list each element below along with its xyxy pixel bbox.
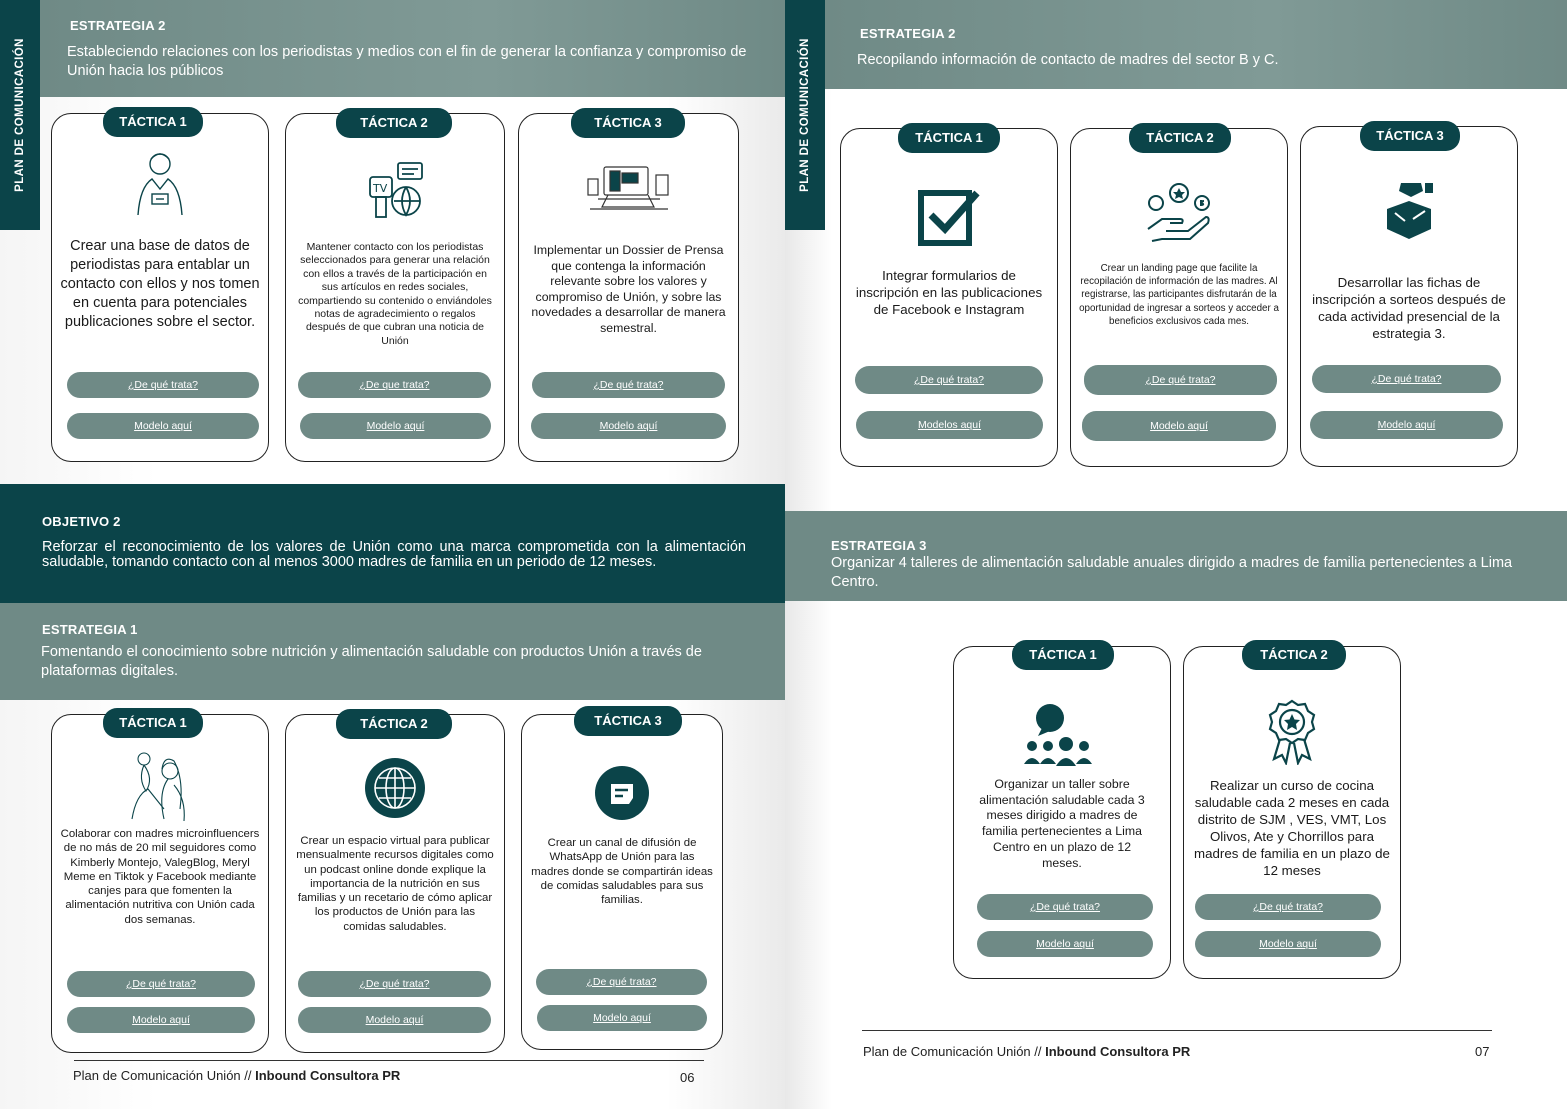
checkbox-icon <box>917 187 981 252</box>
strategy2-text: Recopilando información de contacto de madres del sector B y C. <box>857 52 1279 68</box>
strategy3-title: ESTRATEGIA 3 <box>831 538 927 553</box>
objective2-text: Reforzar el reconocimiento de los valores de Unión como una marca comprometida con la alimentación saludable, tomando contacto con al menos 3000 madres de familia en un periodo de 12 meses. <box>42 539 746 570</box>
tactic-description: Colaborar con madres microinfluencers de no más de 20 mil seguidores como Kimberly Montejo, ValegBlog, Meryl Meme en Tiktok y Facebook mediante canjes para que fomenten la alimentación nutritiva con Unión cada dos semanas. <box>60 828 260 926</box>
tactic-card-3 <box>1300 126 1518 467</box>
what-is-it-button[interactable]: ¿De qué trata? <box>1195 894 1381 920</box>
model-here-button[interactable]: Modelo aquí <box>298 1007 491 1033</box>
tactic-card-1 <box>953 646 1171 979</box>
model-here-button[interactable]: Modelo aquí <box>1195 931 1381 957</box>
tactic-pill: TÁCTICA 1 <box>103 107 203 137</box>
model-here-button[interactable]: Modelo aquí <box>1082 411 1276 441</box>
footer-divider <box>74 1060 704 1061</box>
tactic-pill: TÁCTICA 2 <box>1242 640 1346 670</box>
page-number: 07 <box>1475 1044 1490 1059</box>
side-tab: PLAN DE COMUNICACIÓN <box>785 0 825 230</box>
tactic-description: Crear un canal de difusión de WhatsApp de Unión para las madres donde se compartirán ideas de comidas saludables para sus familias. <box>531 837 713 907</box>
tactic-card-2 <box>1183 646 1401 979</box>
hand-rewards-icon <box>1144 181 1214 250</box>
model-here-button[interactable]: Modelo aquí <box>977 931 1153 957</box>
journalist-icon <box>130 149 190 222</box>
strategy1-title: ESTRATEGIA 1 <box>42 622 138 637</box>
tactic-pill: TÁCTICA 1 <box>1012 640 1114 670</box>
tactic-description: Crear un landing page que facilite la recopilación de información de las madres. Al registrarse, las participantes disfrutarán de la oportunidad de ingresar a sorteos y acceder a beneficios exclusivos cada mes. <box>1079 263 1279 327</box>
tactic-description: Integrar formularios de inscripción en las publicaciones de Facebook e Instagram <box>855 268 1043 317</box>
what-is-it-button[interactable]: ¿De qué trata? <box>532 372 725 398</box>
globe-icon <box>365 758 425 823</box>
tactic-pill: TÁCTICA 1 <box>103 708 203 738</box>
model-here-button[interactable]: Modelo aquí <box>67 1007 255 1033</box>
award-badge-icon <box>1266 699 1318 770</box>
tactic-pill: TÁCTICA 3 <box>1360 121 1460 151</box>
strategy2-text: Estableciendo relaciones con los periodistas y medios con el fin de generar la confianza y compromiso de Unión hacia los públicos <box>67 44 747 79</box>
tactic-description: Crear un espacio virtual para publicar mensualmente recursos digitales como un podcast online donde explique la importancia de la nutrición en sus familias y un recetario de cómo aplicar los productos de Unión para las comidas saludables. <box>296 835 494 933</box>
tactic-pill: TÁCTICA 3 <box>571 108 685 138</box>
strategy2-title: ESTRATEGIA 2 <box>70 18 166 33</box>
tactic-description: Realizar un curso de cocina saludable cada 2 meses en cada distrito de SJM , VES, VMT, Los Olivos, Ate y Chorrillos para madres de familia en un plazo de 12 meses <box>1194 778 1390 878</box>
what-is-it-button[interactable]: ¿De qué trata? <box>67 971 255 997</box>
raffle-box-icon <box>1381 179 1437 246</box>
svg-text:TV: TV <box>373 182 388 195</box>
media-tv-globe-icon <box>364 159 426 226</box>
what-is-it-button[interactable]: ¿De qué trata? <box>298 971 491 997</box>
tactic-card-1 <box>840 128 1058 467</box>
footer-credit: Plan de Comunicación Unión // Inbound Consultora PR <box>73 1068 401 1083</box>
tactic-description: Mantener contacto con los periodistas seleccionados para generar una relación con ellos a través de la participación en sus artículos en redes sociales, compartiendo su contenido o enviándoles notas de agradecimiento o regalos después de que cubran una noticia de Unión <box>298 241 492 347</box>
footer-credit: Plan de Comunicación Unión // Inbound Consultora PR <box>863 1044 1191 1059</box>
tactic-card-2 <box>1070 128 1288 467</box>
model-here-button[interactable]: Modelo aquí <box>537 1005 707 1031</box>
tactic-card-1 <box>51 714 269 1053</box>
model-here-button[interactable]: Modelo aquí <box>1310 411 1503 439</box>
what-is-it-button[interactable]: ¿De qué trata? <box>67 372 259 398</box>
press-kit-desk-icon <box>584 159 674 222</box>
what-is-it-button[interactable]: ¿De qué trata? <box>1084 365 1277 395</box>
chat-message-icon <box>595 766 649 825</box>
what-is-it-button[interactable]: ¿De que trata? <box>298 372 491 398</box>
tactic-card-2 <box>285 714 505 1053</box>
side-tab: PLAN DE COMUNICACIÓN <box>0 0 40 230</box>
strategy2-band <box>825 0 1567 89</box>
what-is-it-button[interactable]: ¿De qué trata? <box>855 366 1043 394</box>
what-is-it-button[interactable]: ¿De qué trata? <box>977 894 1153 920</box>
strategy1-text: Fomentando el conocimiento sobre nutrición y alimentación saludable con productos Unión a través de plataformas digitales. <box>41 644 702 679</box>
model-here-button[interactable]: Modelo aquí <box>300 413 491 439</box>
model-here-button[interactable]: Modelo aquí <box>531 413 726 439</box>
tactic-description: Implementar un Dossier de Prensa que contenga la información relevante sobre los valores y compromiso de Unión, y sobre las novedades a desarrollar de manera semestral. <box>531 243 726 335</box>
tactic-pill: TÁCTICA 1 <box>898 123 1000 153</box>
strategy2-title: ESTRATEGIA 2 <box>860 26 956 41</box>
strategy3-text: Organizar 4 talleres de alimentación saludable anuales dirigido a madres de familia pertenecientes a Lima Centro. <box>831 555 1513 590</box>
tactic-card-2 <box>285 113 505 462</box>
objective2-title: OBJETIVO 2 <box>42 514 121 529</box>
model-here-button[interactable]: Modelos aquí <box>856 411 1043 439</box>
tactic-pill: TÁCTICA 2 <box>336 709 452 739</box>
page-number: 06 <box>680 1070 695 1085</box>
tactic-description: Desarrollar las fichas de inscripción a sorteos después de cada actividad presencial de la estrategia 3. <box>1312 275 1506 341</box>
tactic-pill: TÁCTICA 3 <box>574 706 682 736</box>
what-is-it-button[interactable]: ¿De qué trata? <box>536 969 707 995</box>
right-page <box>785 0 1567 1109</box>
group-speaker-icon <box>1024 704 1100 771</box>
tactic-description: Crear una base de datos de periodistas para entablar un contacto con ellos y nos tomen en cuenta para potenciales publicaciones sobre el sector. <box>60 238 260 330</box>
tactic-pill: TÁCTICA 2 <box>1129 123 1231 153</box>
tactic-card-3 <box>521 714 723 1050</box>
mother-child-icon <box>124 749 196 828</box>
tactic-card-1 <box>51 113 269 462</box>
model-here-button[interactable]: Modelo aquí <box>67 413 259 439</box>
what-is-it-button[interactable]: ¿De qué trata? <box>1312 365 1501 393</box>
tactic-card-3 <box>518 113 739 462</box>
footer-divider <box>862 1030 1492 1031</box>
tactic-description: Organizar un taller sobre alimentación saludable cada 3 meses dirigido a madres de familia pertenecientes a Lima Centro en un plazo de 12 meses. <box>979 777 1145 870</box>
tactic-pill: TÁCTICA 2 <box>336 108 452 138</box>
